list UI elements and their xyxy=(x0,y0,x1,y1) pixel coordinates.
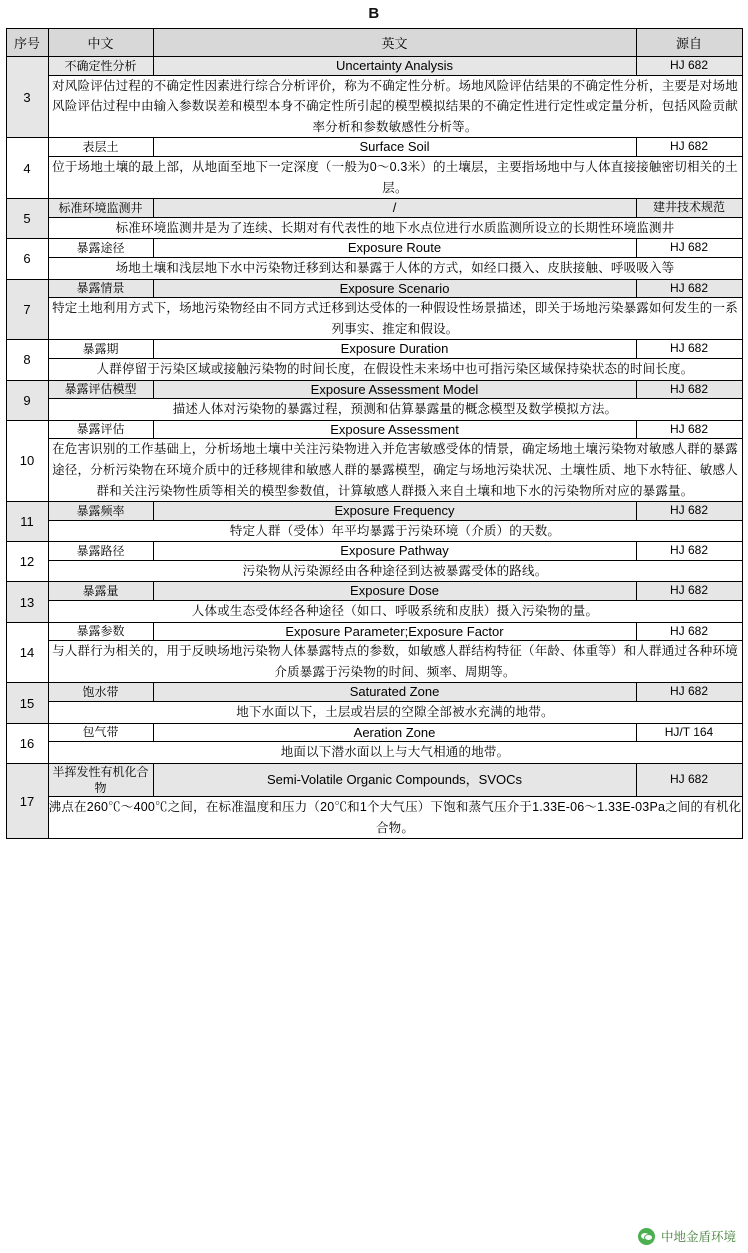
table-row xyxy=(6,340,742,359)
term-description: 人群停留于污染区域或接触污染物的时间长度，在假设性未来场中也可指污染区域保持染状态的时间长度。 xyxy=(48,358,742,380)
table-row-description xyxy=(6,156,742,198)
term-source: HJ 682 xyxy=(636,380,742,399)
term-description: 位于场地土壤的最上部，从地面至地下一定深度（一般为0～0.3米）的土壤层，主要指场地中与人体直接接触密切相关的土层。 xyxy=(48,156,742,198)
term-chinese: 包气带 xyxy=(48,723,153,742)
term-english: Exposure Assessment Model xyxy=(153,380,636,399)
term-english: Saturated Zone xyxy=(153,683,636,702)
term-description: 与人群行为相关的，用于反映场地污染物人体暴露特点的参数，如敏感人群结构特征（年龄、体重等）和人群通过各种环境介质暴露于污染物的时间、频率、周期等。 xyxy=(48,641,742,683)
column-header-source: 源自 xyxy=(636,29,742,57)
row-number: 14 xyxy=(6,622,48,683)
term-english: Exposure Dose xyxy=(153,582,636,601)
table-row xyxy=(6,138,742,157)
term-source: HJ 682 xyxy=(636,502,742,521)
table-row-description xyxy=(6,742,742,764)
table-row xyxy=(6,582,742,601)
page-title: B xyxy=(368,5,380,22)
term-chinese: 暴露评估 xyxy=(48,420,153,439)
table-row xyxy=(6,683,742,702)
table-header xyxy=(6,29,742,57)
term-source: HJ 682 xyxy=(636,279,742,298)
column-header-english: 英文 xyxy=(153,29,636,57)
row-number: 3 xyxy=(6,57,48,138)
term-chinese: 暴露期 xyxy=(48,340,153,359)
term-english: Exposure Duration xyxy=(153,340,636,359)
term-source: HJ 682 xyxy=(636,340,742,359)
term-english: Exposure Route xyxy=(153,239,636,258)
table-row xyxy=(6,239,742,258)
term-chinese: 暴露量 xyxy=(48,582,153,601)
wechat-icon xyxy=(638,1228,655,1245)
term-english: Exposure Parameter;Exposure Factor xyxy=(153,622,636,641)
table-row-description xyxy=(6,399,742,421)
row-number: 17 xyxy=(6,763,48,839)
row-number: 8 xyxy=(6,340,48,380)
term-description: 场地土壤和浅层地下水中污染物迁移到达和暴露于人体的方式，如经口摄入、皮肤接触、呼吸吸入等 xyxy=(48,257,742,279)
term-source: HJ 682 xyxy=(636,138,742,157)
term-source: HJ 682 xyxy=(636,622,742,641)
term-chinese: 半挥发性有机化合物 xyxy=(48,763,153,796)
table-row xyxy=(6,502,742,521)
glossary-table xyxy=(6,28,743,839)
term-source: HJ 682 xyxy=(636,542,742,561)
term-source: HJ 682 xyxy=(636,763,742,796)
term-english: Exposure Scenario xyxy=(153,279,636,298)
term-source: HJ 682 xyxy=(636,683,742,702)
row-number: 4 xyxy=(6,138,48,199)
table-header-row xyxy=(6,29,742,57)
table-row xyxy=(6,622,742,641)
term-english: / xyxy=(153,199,636,218)
term-description: 描述人体对污染物的暴露过程，预测和估算暴露量的概念模型及数学模拟方法。 xyxy=(48,399,742,421)
row-number: 5 xyxy=(6,199,48,239)
term-description: 人体或生态受体经各种途径（如口、呼吸系统和皮肤）摄入污染物的量。 xyxy=(48,601,742,623)
row-number: 11 xyxy=(6,502,48,542)
column-header-chinese: 中文 xyxy=(48,29,153,57)
term-english: Exposure Frequency xyxy=(153,502,636,521)
row-number: 16 xyxy=(6,723,48,763)
term-chinese: 暴露频率 xyxy=(48,502,153,521)
table-row-description xyxy=(6,217,742,239)
term-chinese: 暴露途径 xyxy=(48,239,153,258)
term-description: 地面以下潜水面以上与大气相通的地带。 xyxy=(48,742,742,764)
term-chinese: 饱水带 xyxy=(48,683,153,702)
table-row-description xyxy=(6,701,742,723)
term-chinese: 不确定性分析 xyxy=(48,57,153,76)
table-row xyxy=(6,723,742,742)
term-english: Uncertainty Analysis xyxy=(153,57,636,76)
term-chinese: 暴露评估模型 xyxy=(48,380,153,399)
row-number: 13 xyxy=(6,582,48,622)
table-row-description xyxy=(6,601,742,623)
term-description: 在危害识别的工作基础上，分析场地土壤中关注污染物进入并危害敏感受体的情景，确定场地土壤污染物对敏感人群的暴露途径，分析污染物在环境介质中的迁移规律和敏感人群的暴露模型，确定与场地污染状况、土壤性质、地下水特征、敏感人群和关注污染物性质等相关的模型参数值，计算敏感人群摄入来自土壤和地下水的污染物所对应的暴露量。 xyxy=(48,439,742,502)
table-row-description xyxy=(6,75,742,138)
table-row xyxy=(6,542,742,561)
term-english: Semi-Volatile Organic Compounds，SVOCs xyxy=(153,763,636,796)
term-description: 地下水面以下，土层或岩层的空隙全部被水充满的地带。 xyxy=(48,701,742,723)
table-row-description xyxy=(6,797,742,839)
term-description: 沸点在260℃～400℃之间，在标准温度和压力（20℃和1个大气压）下饱和蒸气压介于1.33E-06～1.33E-03Pa之间的有机化合物。 xyxy=(48,797,742,839)
row-number: 12 xyxy=(6,542,48,582)
table-row-description xyxy=(6,641,742,683)
table-body xyxy=(6,57,742,839)
term-chinese: 表层土 xyxy=(48,138,153,157)
term-description: 污染物从污染源经由各种途径到达被暴露受体的路线。 xyxy=(48,560,742,582)
row-number: 6 xyxy=(6,239,48,279)
table-row-description xyxy=(6,520,742,542)
term-english: Aeration Zone xyxy=(153,723,636,742)
table-row xyxy=(6,420,742,439)
table-row xyxy=(6,199,742,218)
term-chinese: 标准环境监测井 xyxy=(48,199,153,218)
term-english: Surface Soil xyxy=(153,138,636,157)
term-chinese: 暴露路径 xyxy=(48,542,153,561)
table-row xyxy=(6,279,742,298)
term-english: Exposure Pathway xyxy=(153,542,636,561)
term-description: 特定土地利用方式下，场地污染物经由不同方式迁移到达受体的一种假设性场景描述，即关于场地污染暴露如何发生的一系列事实、推定和假设。 xyxy=(48,298,742,340)
table-row-description xyxy=(6,439,742,502)
term-source: HJ/T 164 xyxy=(636,723,742,742)
term-chinese: 暴露参数 xyxy=(48,622,153,641)
footer-badge xyxy=(638,1227,736,1245)
term-source: HJ 682 xyxy=(636,582,742,601)
row-number: 7 xyxy=(6,279,48,340)
table-row-description xyxy=(6,257,742,279)
row-number: 10 xyxy=(6,420,48,501)
row-number: 15 xyxy=(6,683,48,723)
table-row-description xyxy=(6,560,742,582)
table-row-description xyxy=(6,358,742,380)
term-description: 对风险评估过程的不确定性因素进行综合分析评价，称为不确定性分析。场地风险评估结果的不确定性分析，主要是对场地风险评估过程中由输入参数误差和模型本身不确定性所引起的模型模拟结果的不确定性进行定性或定量分析，包括风险贡献率分析和参数敏感性分析等。 xyxy=(48,75,742,138)
term-chinese: 暴露情景 xyxy=(48,279,153,298)
table-row xyxy=(6,380,742,399)
column-header-no: 序号 xyxy=(6,29,48,57)
term-source: HJ 682 xyxy=(636,239,742,258)
table-row xyxy=(6,57,742,76)
table-row-description xyxy=(6,298,742,340)
footer-badge-label: 中地金盾环境 xyxy=(660,1230,736,1244)
term-source: 建井技术规范 xyxy=(636,199,742,218)
term-source: HJ 682 xyxy=(636,420,742,439)
term-description: 标准环境监测井是为了连续、长期对有代表性的地下水点位进行水质监测所设立的长期性环境监测井 xyxy=(48,217,742,239)
term-description: 特定人群（受体）年平均暴露于污染环境（介质）的天数。 xyxy=(48,520,742,542)
table-row xyxy=(6,763,742,796)
term-source: HJ 682 xyxy=(636,57,742,76)
term-english: Exposure Assessment xyxy=(153,420,636,439)
row-number: 9 xyxy=(6,380,48,420)
